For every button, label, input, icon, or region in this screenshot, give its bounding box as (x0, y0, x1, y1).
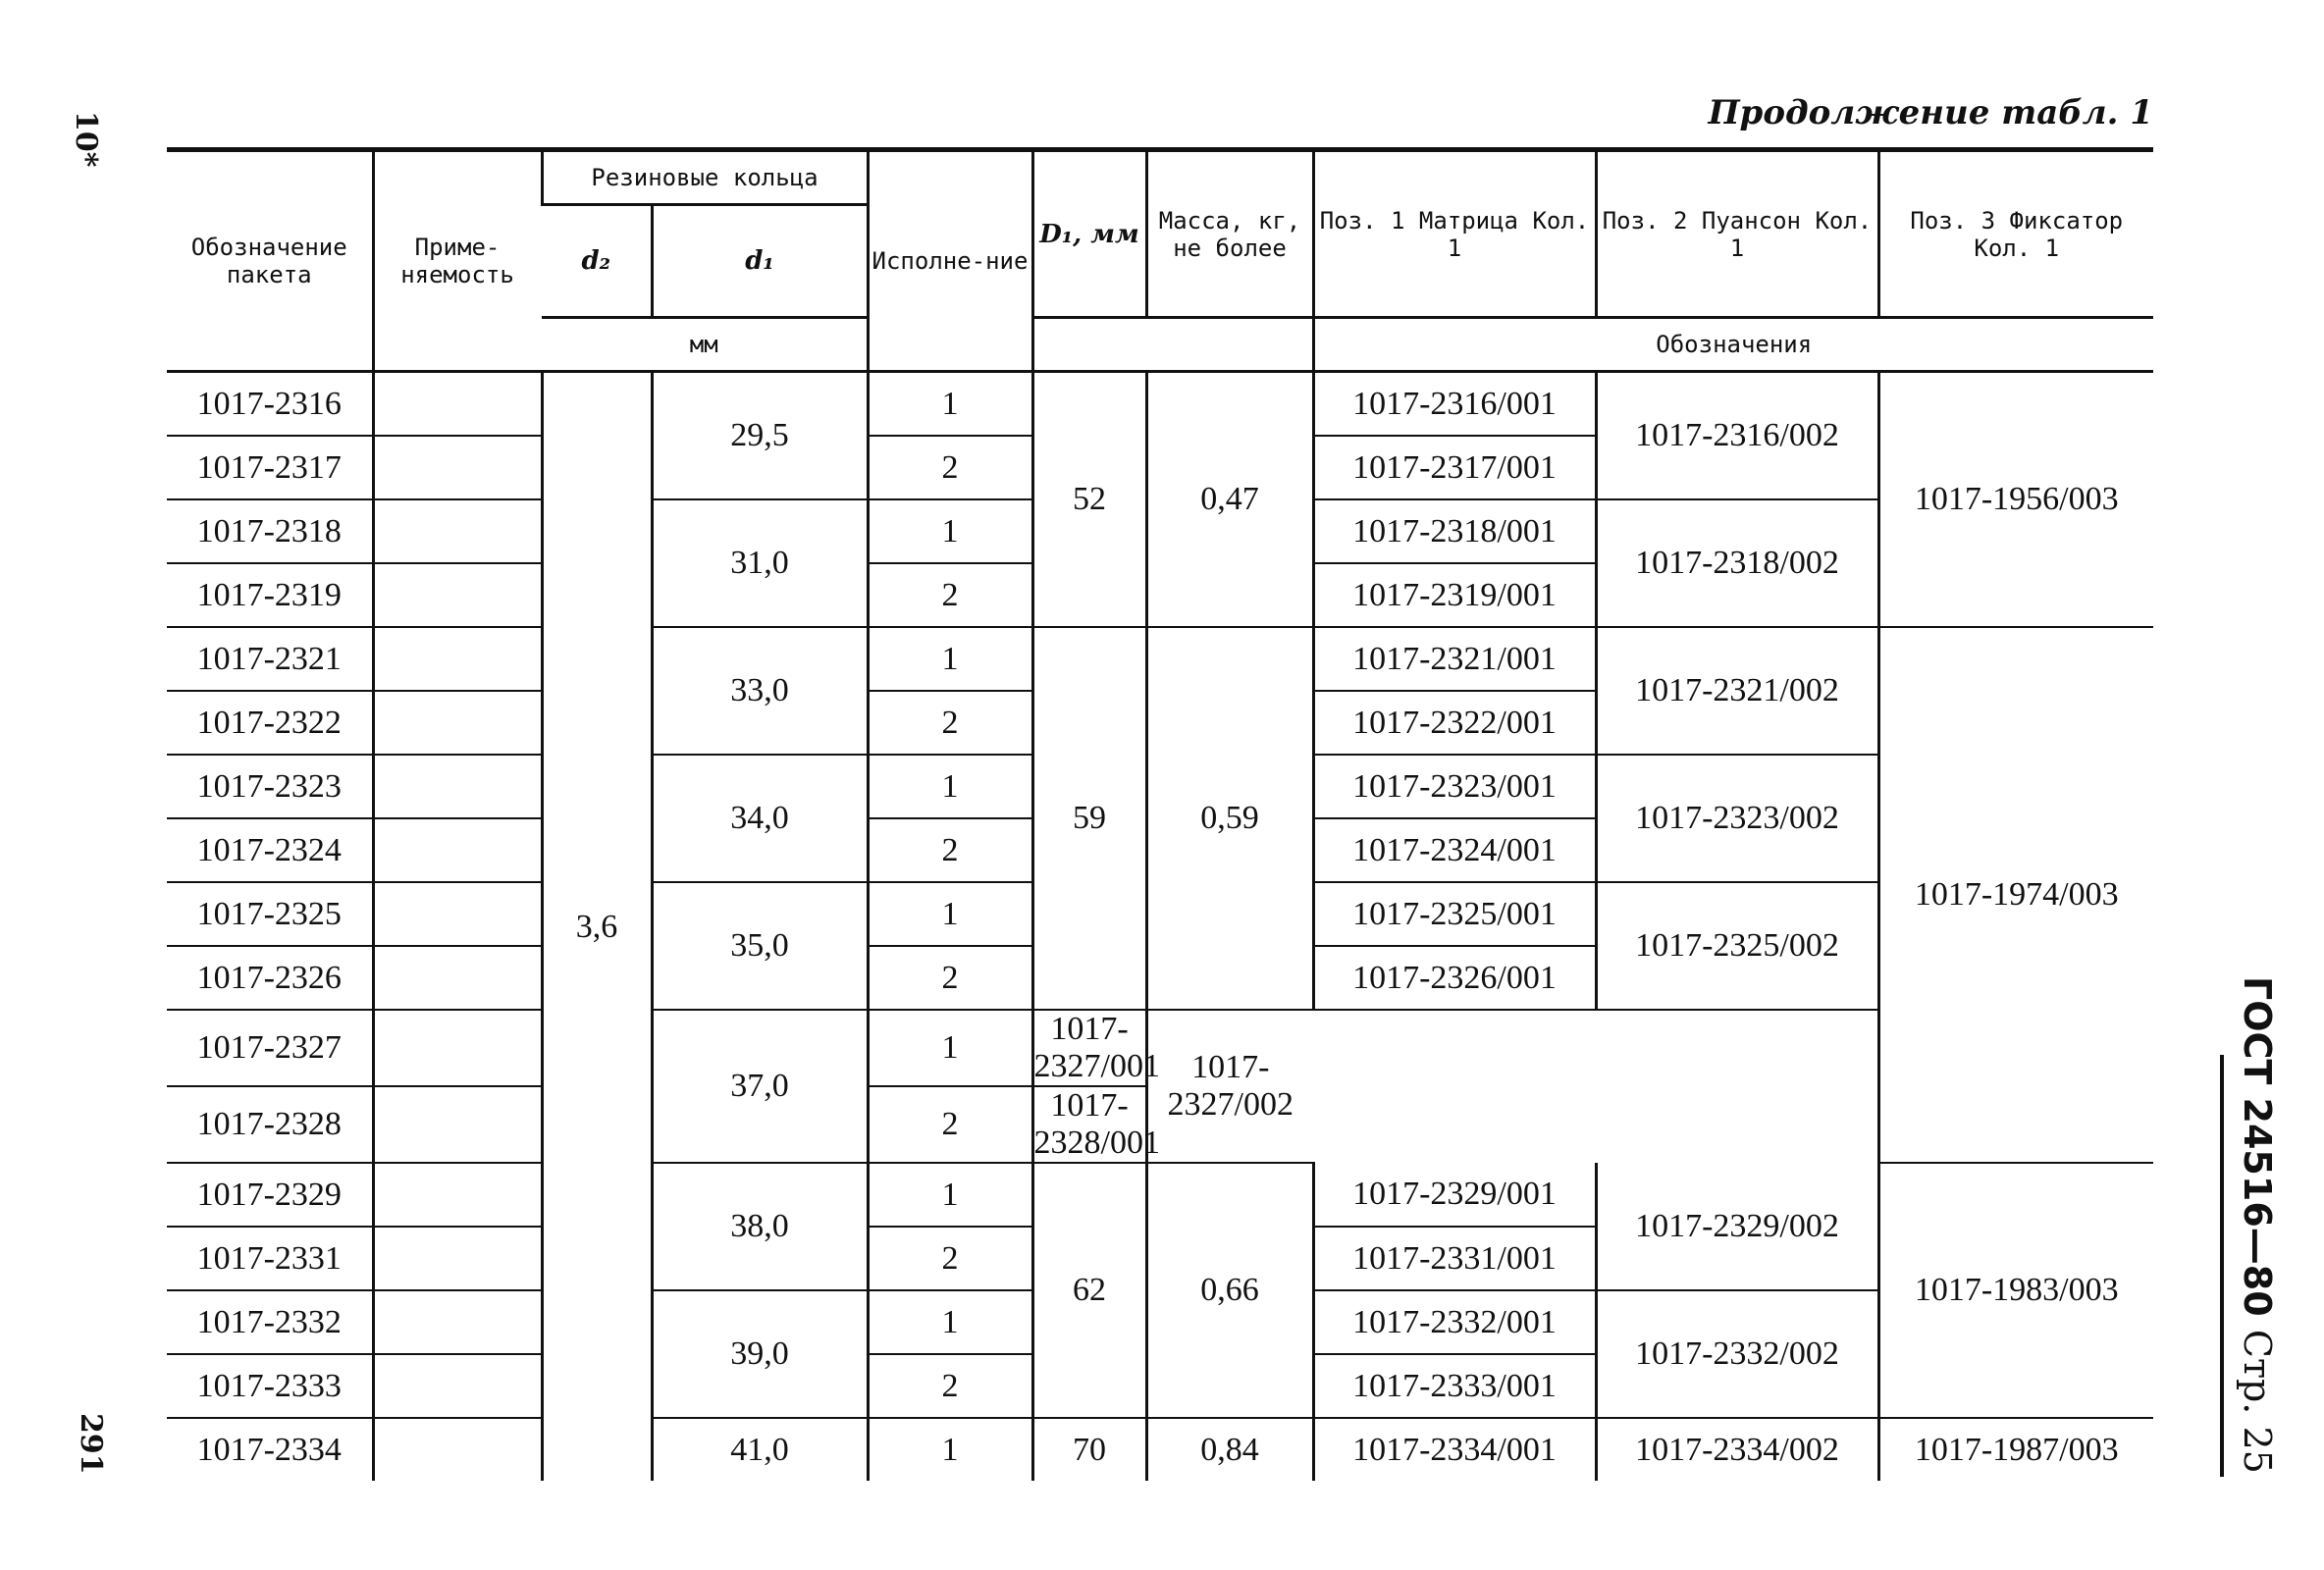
package-cell: 1017-2316 (167, 372, 373, 437)
header-rubber-rings: Резиновые кольца (542, 150, 868, 205)
d1-cell: 31,0 (652, 499, 868, 627)
pos2-cell: 1017-2318/002 (1596, 499, 1878, 627)
version-cell: 1 (868, 755, 1032, 818)
pos2-cell: 1017-2325/002 (1596, 882, 1878, 1010)
header-applicability: Приме-няемость (373, 150, 542, 372)
package-cell: 1017-2321 (167, 627, 373, 691)
pos1-cell: 1017-2321/001 (1313, 627, 1596, 691)
header-D1: D₁, мм (1032, 150, 1146, 318)
applicability-cell (373, 436, 542, 499)
header-d1: d₁ (652, 205, 868, 318)
d1-cell: 37,0 (652, 1010, 868, 1163)
pos1-cell: 1017-2332/001 (1313, 1290, 1596, 1354)
package-cell: 1017-2326 (167, 946, 373, 1010)
package-cell: 1017-2324 (167, 818, 373, 882)
pos1-cell: 1017-2323/001 (1313, 755, 1596, 818)
applicability-cell (373, 1418, 542, 1481)
version-cell: 1 (868, 1290, 1032, 1354)
d1-cell: 39,0 (652, 1290, 868, 1418)
header-version: Исполне-ние (868, 150, 1032, 372)
table-row (167, 1418, 2153, 1481)
table-row (167, 1010, 2153, 1086)
applicability-cell (373, 691, 542, 755)
d1-cell: 35,0 (652, 882, 868, 1010)
pos3-cell: 1017-1974/003 (1878, 627, 2153, 1163)
pos2-cell: 1017-2334/002 (1596, 1418, 1878, 1481)
pos1-cell: 1017-2329/001 (1313, 1163, 1596, 1227)
standard-page: Стр. 25 (2236, 1329, 2279, 1474)
pos1-cell: 1017-2317/001 (1313, 436, 1596, 499)
header-pos2: Поз. 2 Пуансон Кол. 1 (1596, 150, 1878, 318)
package-cell: 1017-2317 (167, 436, 373, 499)
version-cell: 1 (868, 627, 1032, 691)
version-cell: 2 (868, 946, 1032, 1010)
package-cell: 1017-2332 (167, 1290, 373, 1354)
table-caption: Продолжение табл. 1 (1708, 93, 2153, 132)
d1-cell: 29,5 (652, 372, 868, 500)
version-cell: 1 (868, 372, 1032, 437)
header-pos1: Поз. 1 Матрица Кол. 1 (1313, 150, 1596, 318)
table-body (167, 372, 2153, 1482)
version-cell: 2 (868, 1086, 1032, 1163)
version-cell: 1 (868, 1010, 1032, 1086)
package-cell: 1017-2329 (167, 1163, 373, 1227)
version-cell: 2 (868, 1227, 1032, 1290)
margin-note-top: 10* (69, 111, 103, 168)
header-pos3: Поз. 3 Фиксатор Кол. 1 (1878, 150, 2153, 318)
table-row (167, 1163, 2153, 1227)
applicability-cell (373, 1290, 542, 1354)
D1-cell: 70 (1032, 1418, 1146, 1481)
pos1-cell: 1017-2322/001 (1313, 691, 1596, 755)
version-cell: 2 (868, 563, 1032, 627)
package-cell: 1017-2319 (167, 563, 373, 627)
D1-cell: 62 (1032, 1163, 1146, 1418)
version-cell: 2 (868, 818, 1032, 882)
d1-cell: 34,0 (652, 755, 868, 882)
d1-cell: 33,0 (652, 627, 868, 755)
package-cell: 1017-2323 (167, 755, 373, 818)
header-mass: Масса, кг, не более (1146, 150, 1313, 318)
package-cell: 1017-2328 (167, 1086, 373, 1163)
table-row (167, 627, 2153, 691)
pos3-cell: 1017-1987/003 (1878, 1418, 2153, 1481)
pos2-cell: 1017-2323/002 (1596, 755, 1878, 882)
pos3-cell: 1017-1983/003 (1878, 1163, 2153, 1418)
pos2-cell: 1017-2332/002 (1596, 1290, 1878, 1418)
standard-reference (2233, 976, 2282, 1526)
applicability-cell (373, 882, 542, 946)
applicability-cell (373, 946, 542, 1010)
applicability-cell (373, 1010, 542, 1086)
mass-cell: 0,47 (1146, 372, 1313, 628)
header-d2: d₂ (542, 205, 652, 318)
package-cell: 1017-2318 (167, 499, 373, 563)
D1-cell: 52 (1032, 372, 1146, 628)
header-designation: Обозначение пакета (167, 150, 373, 372)
package-cell: 1017-2325 (167, 882, 373, 946)
version-cell: 2 (868, 1354, 1032, 1418)
d1-cell: 38,0 (652, 1163, 868, 1290)
pos1-cell: 1017-2325/001 (1313, 882, 1596, 946)
D1-cell: 59 (1032, 627, 1146, 1010)
table-row (167, 372, 2153, 437)
applicability-cell (373, 1354, 542, 1418)
mass-cell: 0,66 (1146, 1163, 1313, 1418)
package-cell: 1017-2327 (167, 1010, 373, 1086)
pos1-cell: 1017-2331/001 (1313, 1227, 1596, 1290)
applicability-cell (373, 563, 542, 627)
margin-rule (2220, 1055, 2224, 1477)
header-designations: Обозначения (1313, 318, 2153, 372)
d2-cell: 3,6 (542, 372, 652, 1482)
applicability-cell (373, 1163, 542, 1227)
pos1-cell: 1017-2324/001 (1313, 818, 1596, 882)
standard-code: ГОСТ 24516—80 (2236, 976, 2279, 1317)
applicability-cell (373, 627, 542, 691)
pos1-cell: 1017-2334/001 (1313, 1418, 1596, 1481)
pos2-cell: 1017-2316/002 (1596, 372, 1878, 500)
pos1-cell: 1017-2328/001 (1033, 1087, 1160, 1161)
parts-table (167, 147, 2153, 1481)
pos2-cell: 1017-2329/002 (1596, 1163, 1878, 1290)
applicability-cell (373, 818, 542, 882)
applicability-cell (373, 1227, 542, 1290)
mass-cell: 0,84 (1146, 1418, 1313, 1481)
header-blank (1032, 318, 1313, 372)
version-cell: 1 (868, 882, 1032, 946)
pos3-cell: 1017-1956/003 (1878, 372, 2153, 628)
applicability-cell (373, 1086, 542, 1163)
version-cell: 1 (868, 1418, 1032, 1481)
version-cell: 2 (868, 436, 1032, 499)
package-cell: 1017-2334 (196, 1431, 342, 1468)
pos1-cell: 1017-2316/001 (1313, 372, 1596, 437)
version-cell: 1 (868, 499, 1032, 563)
pos2-cell: 1017-2327/002 (1146, 1010, 1313, 1163)
header-mm: мм (542, 318, 868, 372)
pos1-cell: 1017-2333/001 (1313, 1354, 1596, 1418)
package-cell: 1017-2322 (167, 691, 373, 755)
pos2-cell: 1017-2321/002 (1596, 627, 1878, 755)
package-cell: 1017-2331 (167, 1227, 373, 1290)
applicability-cell (373, 755, 542, 818)
pos1-cell: 1017-2327/001 (1033, 1011, 1160, 1084)
applicability-cell (373, 372, 542, 437)
mass-cell: 0,59 (1146, 627, 1313, 1010)
version-cell: 1 (868, 1163, 1032, 1227)
pos1-cell: 1017-2318/001 (1313, 499, 1596, 563)
page-number: 291 (74, 1413, 108, 1475)
version-cell: 2 (868, 691, 1032, 755)
applicability-cell (373, 499, 542, 563)
package-cell: 1017-2333 (167, 1354, 373, 1418)
pos1-cell: 1017-2326/001 (1313, 946, 1596, 1010)
d1-cell: 41,0 (652, 1418, 868, 1481)
pos1-cell: 1017-2319/001 (1313, 563, 1596, 627)
